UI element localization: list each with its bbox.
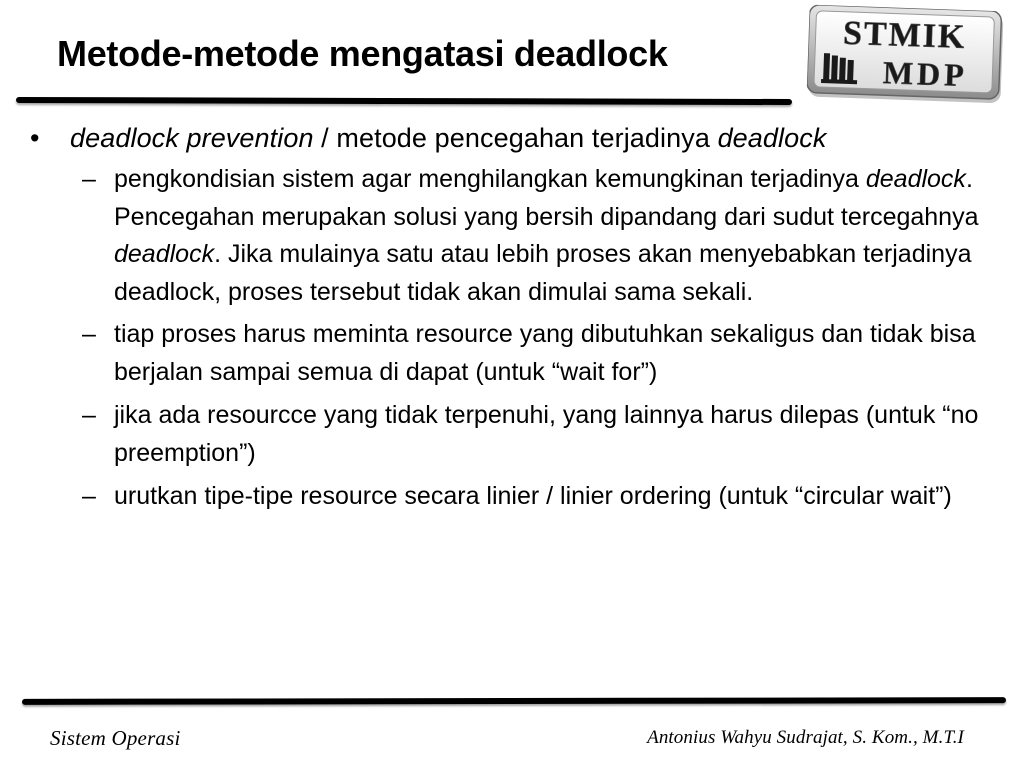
footer-course-name: Sistem Operasi [50, 726, 181, 750]
logo-text-mdp: MDP [882, 54, 969, 94]
bullet-text: / metode pencegahan terjadinya [313, 123, 718, 153]
logo-text-stmik: STMIK [842, 14, 968, 57]
sub-bullet-text: jika ada resourcce yang tidak terpenuhi, yang lainnya harus dilepas (untuk “no preemption”) [114, 401, 979, 467]
sub-bullet-term: deadlock [865, 165, 966, 193]
footer-author: Antonius Wahyu Sudrajat, S. Kom., M.T.I [647, 727, 964, 748]
bullet-term: deadlock [717, 123, 827, 153]
title-divider [16, 97, 792, 105]
sub-bullet-text: pengkondisian sistem agar menghilangkan kemungkinan terjadinya [114, 165, 866, 193]
slide-title: Metode-metode mengatasi deadlock [57, 33, 668, 74]
bullet-term: deadlock prevention [70, 123, 314, 153]
bullet-marker: • [30, 123, 40, 153]
footer-divider [22, 697, 1006, 705]
sub-bullet-marker: – [82, 165, 96, 193]
sub-bullet-text: . Pencegahan merupakan solusi yang bersih dipandang dari sudut tercegahnya [114, 165, 979, 231]
sub-bullet-text: tiap proses harus meminta resource yang dibutuhkan sekaligus dan tidak bisa berjalan sampai semua di dapat (untuk “wait for”) [114, 320, 976, 386]
stmik-mdp-logo [806, 5, 1007, 108]
sub-bullet-item [28, 397, 996, 472]
sub-bullet-marker: – [82, 320, 96, 348]
sub-bullet-text: urutkan tipe-tipe resource secara linier / linier ordering (untuk “circular wait”) [114, 482, 952, 510]
sub-bullet-text: . Jika mulainya satu atau lebih proses akan menyebabkan terjadinya deadlock, proses tersebut tidak akan dimulai sama sekali. [114, 240, 972, 306]
sub-bullet-item [28, 478, 996, 516]
sub-bullet-item [28, 316, 996, 391]
bullet-item [28, 119, 996, 157]
sub-bullet-item [28, 161, 996, 311]
sub-bullet-marker: – [82, 482, 96, 510]
logo-graphic [806, 5, 1007, 108]
sub-bullet-marker: – [82, 401, 96, 429]
sub-bullet-list [28, 161, 996, 516]
slide-content [28, 119, 996, 522]
sub-bullet-term: deadlock [114, 240, 215, 268]
